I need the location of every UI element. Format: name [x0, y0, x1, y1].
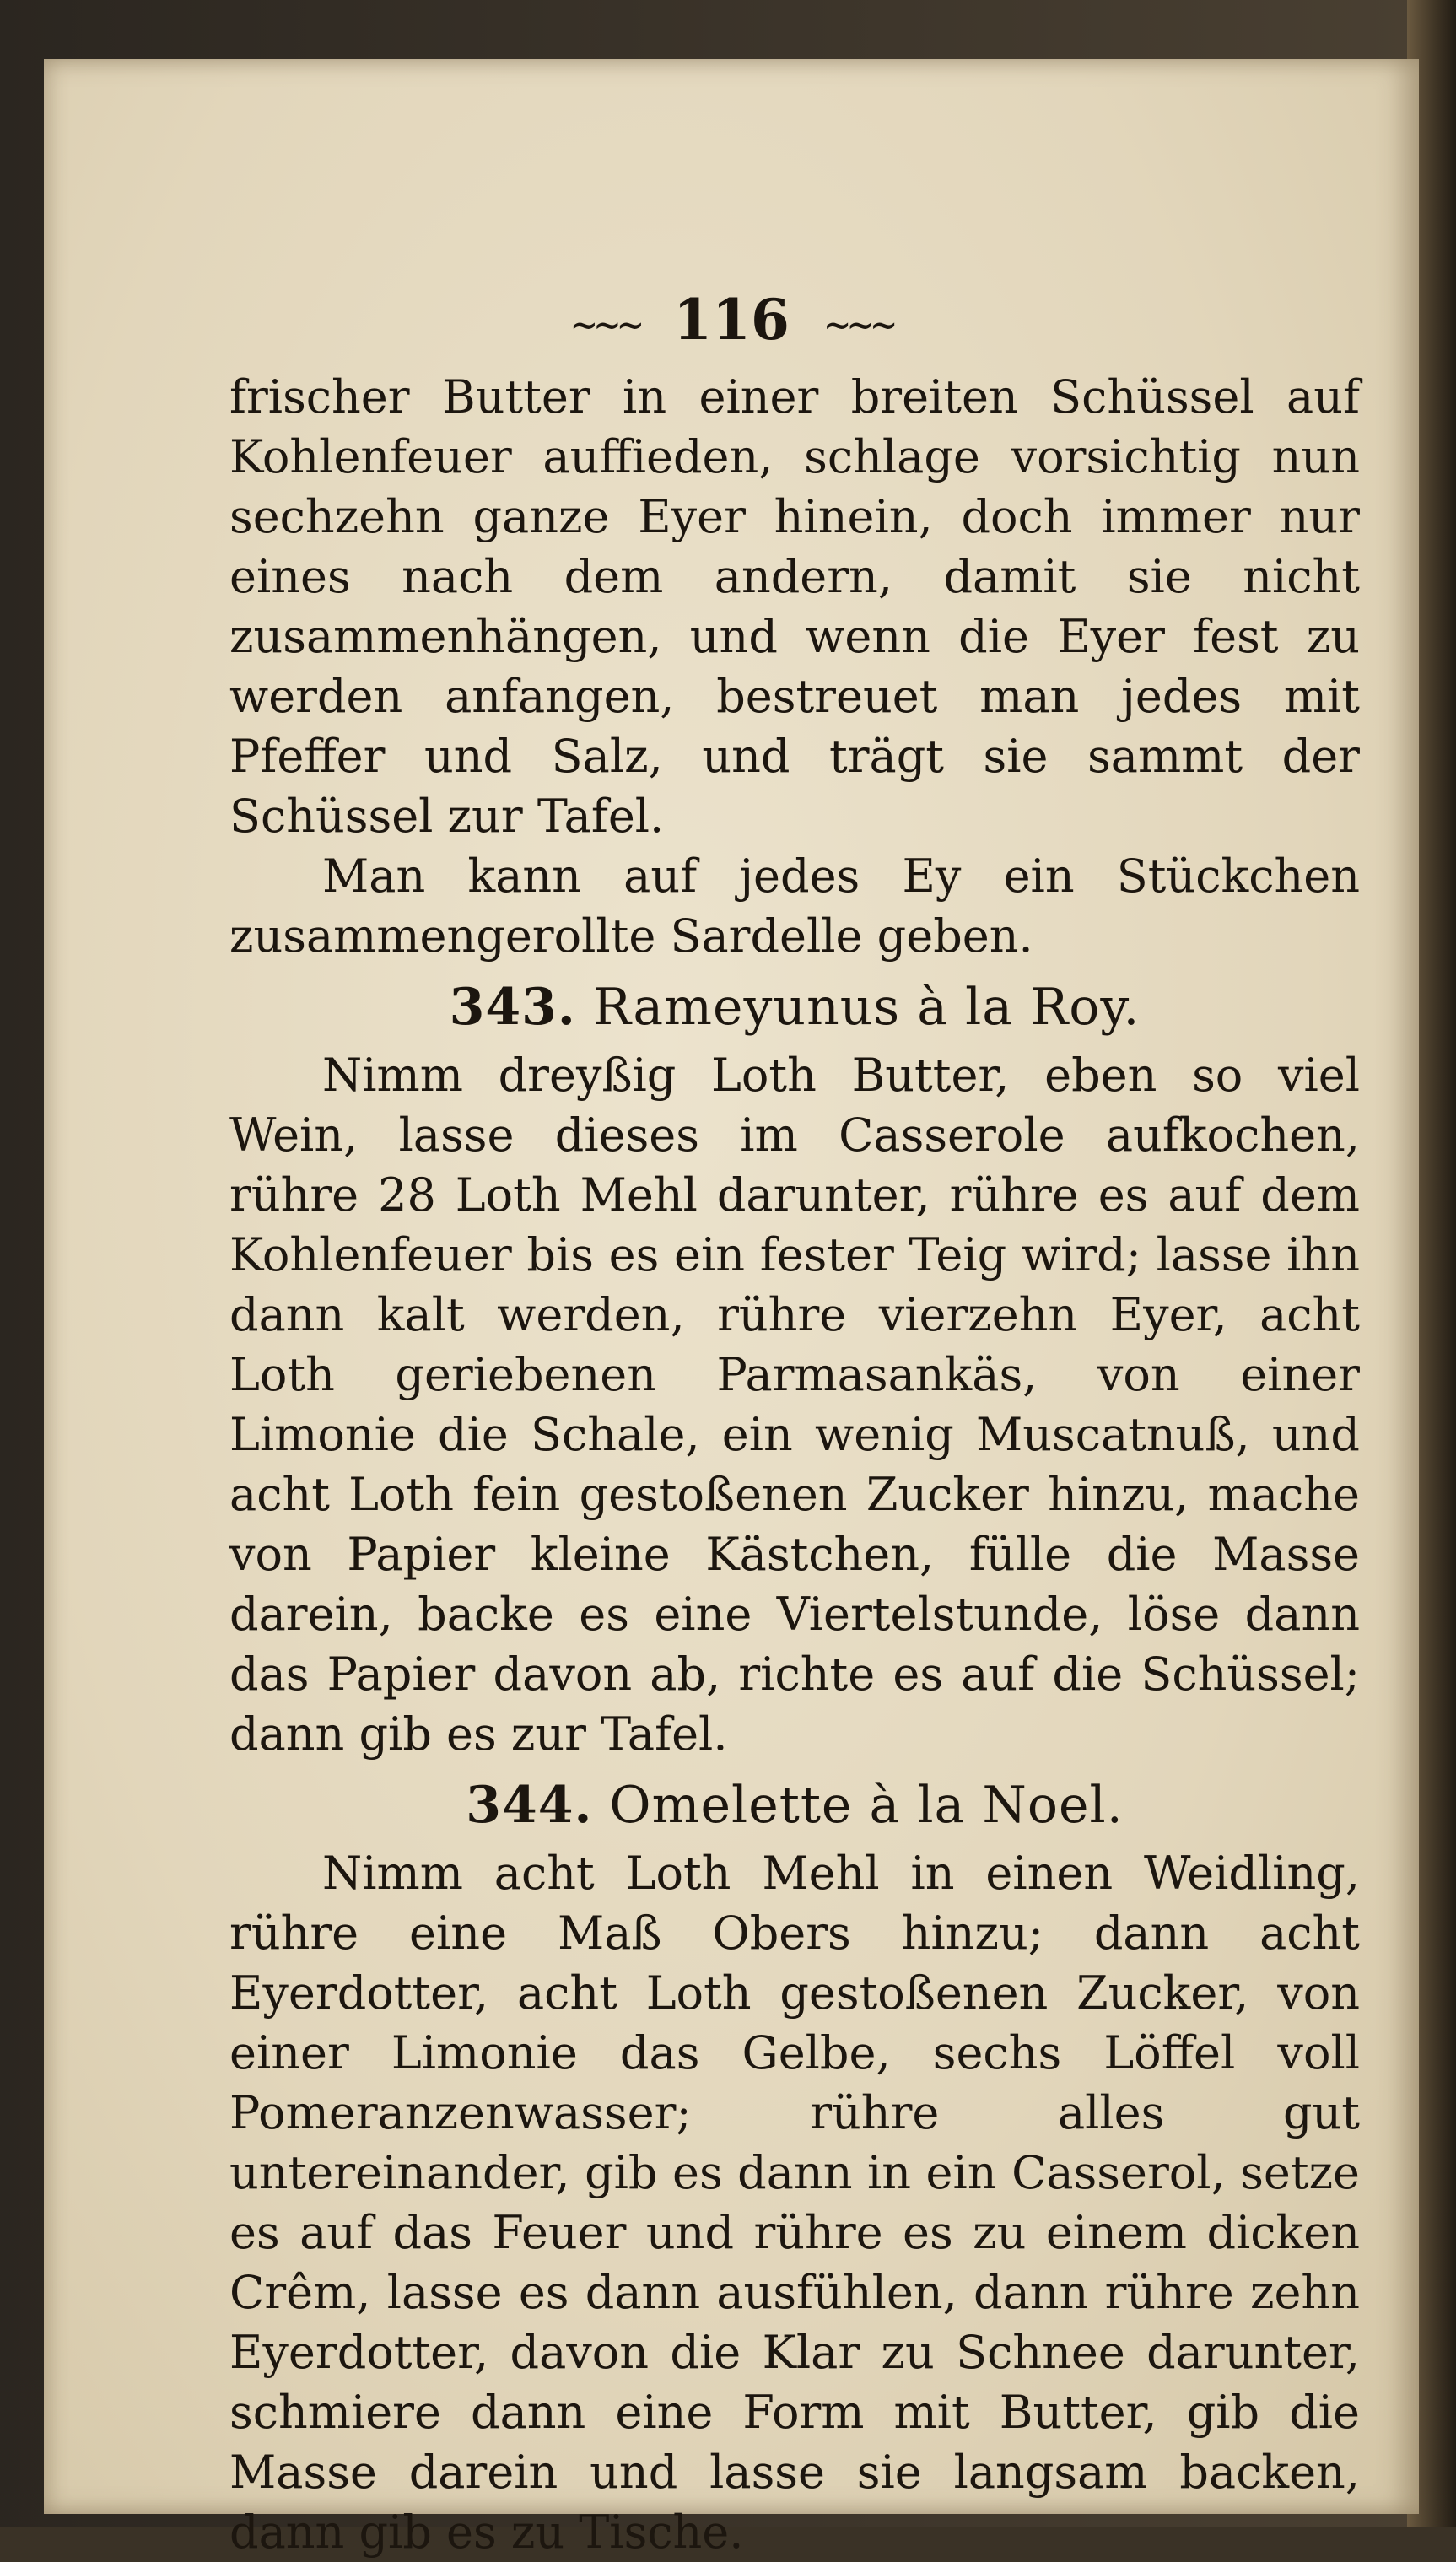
recipe-name: Omelette à la Noel.: [609, 1776, 1124, 1835]
recipe-body: Nimm acht Loth Mehl in einen Weidling, rühre eine Maß Obers hinzu; dann acht Eyerdotter, acht Loth gestoßenen Zucker, von einer Limonie das Gelbe, sechs Löffel voll Pomeranzenwasser; rühre alles gut untereinander, gib es dann in ein Casserol, setze es auf das Feuer und rühre es zu einem dicken Crêm, lasse es dann ausfühlen, dann rühre zehn Eyerdotter, davon die Klar zu Schnee darunter, schmiere dann eine Form mit Butter, gib die Masse darein und lasse sie langsam backen, dann gib es zu Tische.: [229, 1847, 1360, 2559]
recipe-number: 344.: [466, 1776, 593, 1835]
header-ornament-right: ~~~: [822, 305, 893, 345]
recipe-name: Rameyunus à la Roy.: [592, 978, 1141, 1037]
note-paragraph: Man kann auf jedes Ey ein Stückchen zusammengerollte Sardelle geben.: [229, 850, 1360, 963]
book-page: [44, 59, 1419, 2559]
recipe-title: [229, 974, 1360, 1040]
recipe-title: [229, 1772, 1360, 1838]
page-header: [44, 287, 1419, 353]
recipe-body: Nimm dreyßig Loth Butter, eben so viel Wein, lasse dieses im Casserole aufkochen, rühre 28 Loth Mehl darunter, rühre es auf dem Kohlenfeuer bis es ein fester Teig wird; lasse ihn dann kalt werden, rühre vierzehn Eyer, acht Loth geriebenen Parmasankäs, von einer Limonie die Schale, ein wenig Muscatnuß, und acht Loth fein gestoßenen Zucker hinzu, mache von Papier kleine Kästchen, fülle die Masse darein, backe es eine Viertelstunde, löse dann das Papier davon ab, richte es auf die Schüssel; dann gib es zur Tafel.: [229, 1049, 1360, 1761]
continuation-paragraph: frischer Butter in einer breiten Schüssel auf Kohlenfeuer auffieden, schlage vorsichtig nun sechzehn ganze Eyer hinein, doch immer nur eines nach dem andern, damit sie nicht zusammenhängen, und wenn die Eyer fest zu werden anfangen, bestreuet man jedes mit Pfeffer und Salz, und trägt sie sammt der Schüssel zur Tafel.: [229, 370, 1360, 843]
page-number: 116: [673, 287, 790, 353]
page-text: [229, 367, 1360, 2562]
recipe-number: 343.: [449, 978, 576, 1037]
header-ornament-left: ~~~: [569, 305, 640, 345]
